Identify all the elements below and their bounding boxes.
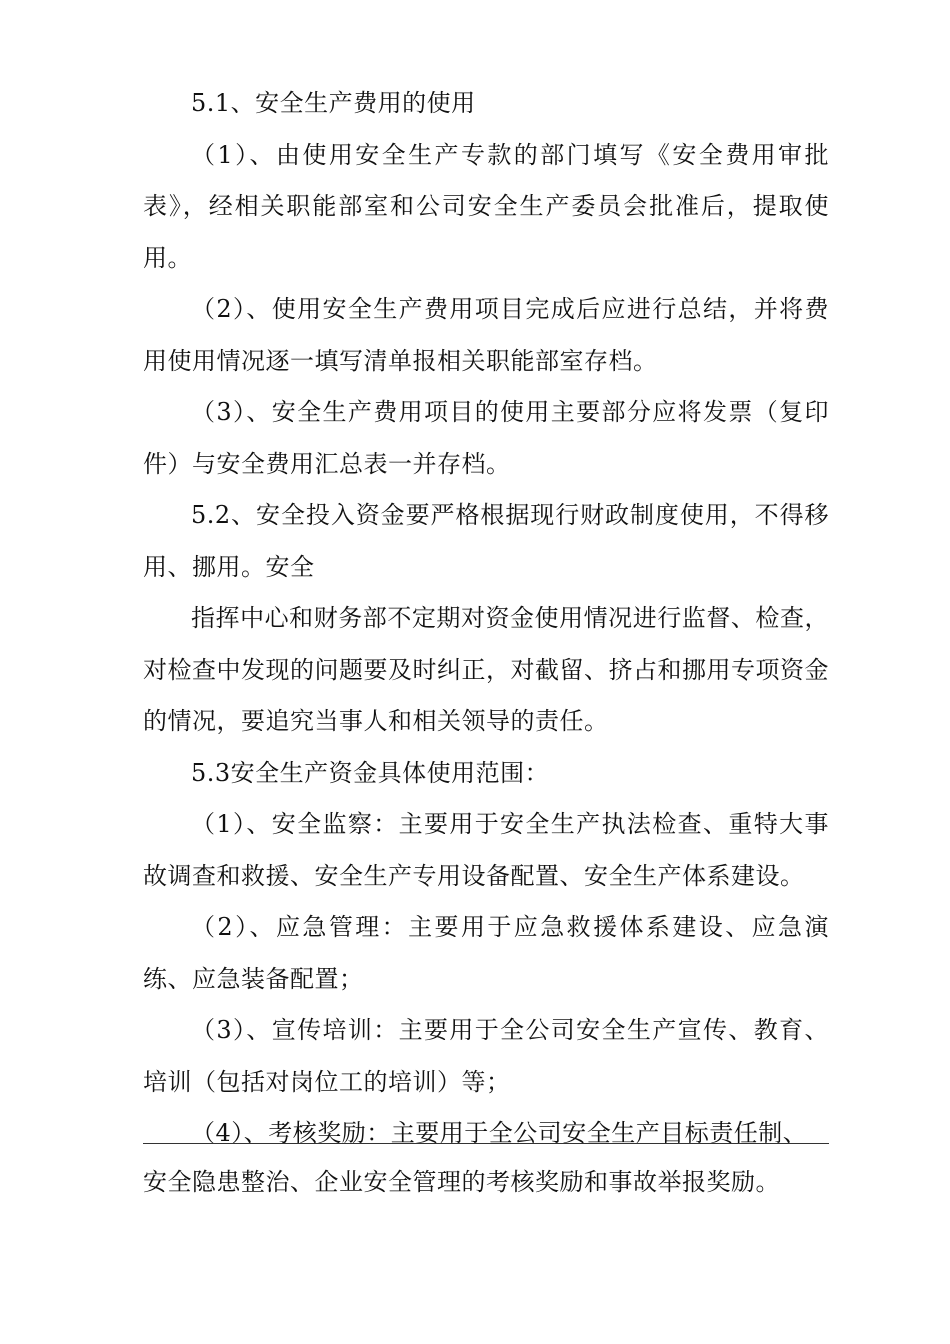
paragraph-invoice-archive: （3）、安全生产费用项目的使用主要部分应将发票（复印件）与安全费用汇总表一并存档。: [143, 398, 829, 478]
paragraph-supervision: 指挥中心和财务部不定期对资金使用情况进行监督、检查，对检查中发现的问题要及时纠正，对截留、挤占和挪用专项资金的情况，要追究当事人和相关领导的责任。: [143, 604, 829, 735]
paragraph-safety-inspection: （1）、安全监察：主要用于安全生产执法检查、重特大事故调查和救援、安全生产专用设备配置、安全生产体系建设。: [143, 810, 829, 890]
footnote-continuation-text: 安全隐患整治、企业安全管理的考核奖励和事故举报奖励。: [143, 1168, 780, 1196]
footnote-divider: [143, 1143, 829, 1144]
document-body: [143, 78, 829, 1160]
paragraph-approval-form: （1）、由使用安全生产专款的部门填写《安全费用审批表》，经相关职能部室和公司安全生产委员会批准后，提取使用。: [143, 140, 829, 272]
paragraph-5-2-funds: 5.2、安全投入资金要严格根据现行财政制度使用，不得移用、挪用。安全: [143, 501, 829, 581]
paragraph-project-summary: （2）、使用安全生产费用项目完成后应进行总结，并将费用使用情况逐一填写清单报相关职能部室存档。: [143, 295, 829, 375]
paragraph-emergency-management: （2）、应急管理：主要用于应急救援体系建设、应急演练、应急装备配置；: [143, 913, 829, 993]
paragraph-5-1-heading: 5.1、安全生产费用的使用: [191, 89, 476, 117]
paragraph-publicity-training: （3）、宣传培训：主要用于全公司安全生产宣传、教育、培训（包括对岗位工的培训）等；: [143, 1016, 829, 1096]
paragraph-assessment-rewards: （4）、考核奖励：主要用于全公司安全生产目标责任制、: [191, 1119, 808, 1147]
paragraph-5-3-heading: 5.3安全生产资金具体使用范围：: [191, 758, 550, 787]
